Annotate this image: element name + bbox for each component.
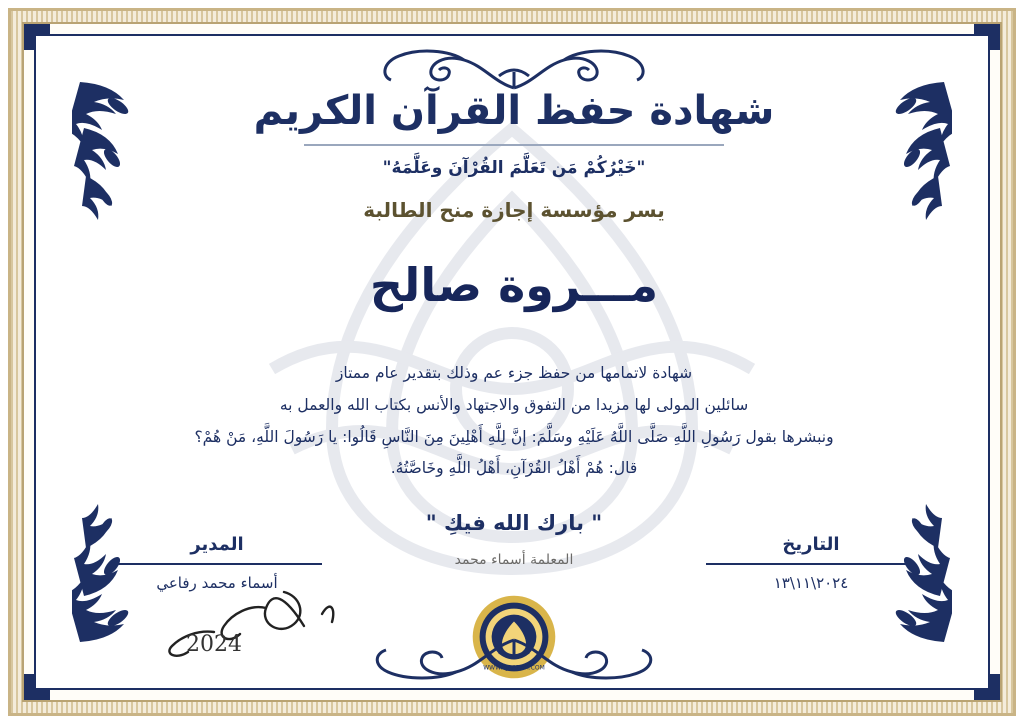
top-flourish-icon bbox=[299, 42, 729, 92]
body-line-4: قال: هُمْ أَهْلُ القُرْآنِ، أَهْلُ اللَّهِ وخَاصَّتُهُ. bbox=[390, 459, 638, 478]
body-line-1: شهادة لاتمامها من حفظ جزء عم وذلك بتقدير عام ممتاز bbox=[335, 364, 693, 382]
date-line bbox=[706, 563, 916, 565]
teacher-credit: المعلمة أسماء محمد bbox=[454, 552, 574, 568]
body-text bbox=[124, 358, 904, 485]
director-signature-block bbox=[92, 534, 342, 592]
hadith-quote: "خَيْرُكُمْ مَن تَعَلَّمَ القُرْآنَ وعَلَّمَهُ" bbox=[382, 158, 646, 178]
page-title: شهادة حفظ القرآن الكريم bbox=[253, 88, 775, 134]
bottom-flourish-icon bbox=[294, 634, 734, 688]
date-signature-block bbox=[686, 534, 936, 592]
body-line-2: سائلين المولى لها مزيدا من التفوق والاجتهاد والأنس بكتاب الله والعمل به bbox=[279, 395, 749, 414]
handwritten-year: 2024 bbox=[186, 632, 242, 657]
date-value: ٢٠٢٤\١١\١٣ bbox=[773, 574, 849, 592]
director-label: المدير bbox=[190, 534, 244, 555]
title-divider bbox=[304, 144, 724, 146]
certificate-content bbox=[36, 36, 990, 690]
date-label: التاريخ bbox=[782, 534, 840, 555]
student-name: مـــروة صالح bbox=[369, 258, 659, 312]
svg-text:WWW.EJAAZAH.COM: WWW.EJAAZAH.COM bbox=[483, 664, 545, 672]
director-value: أسماء محمد رفاعي bbox=[156, 574, 278, 592]
director-line bbox=[112, 563, 322, 565]
issuer-line: يسر مؤسسة إجازة منح الطالبة bbox=[363, 198, 665, 222]
blessing-text: " بارك الله فيكِ " bbox=[425, 511, 603, 536]
body-line-3: ونبشرها بقول رَسُولِ اللَّهِ صَلَّى اللَّهُ عَلَيْهِ وسَلَّمَ: إنَّ لِلَّهِ أَهْلِينَ مِنَ النَّاسِ قَالُوا: يا رَسُولَ اللَّهِ، مَنْ هُمْ؟ bbox=[194, 427, 834, 446]
inner-border bbox=[34, 34, 990, 690]
